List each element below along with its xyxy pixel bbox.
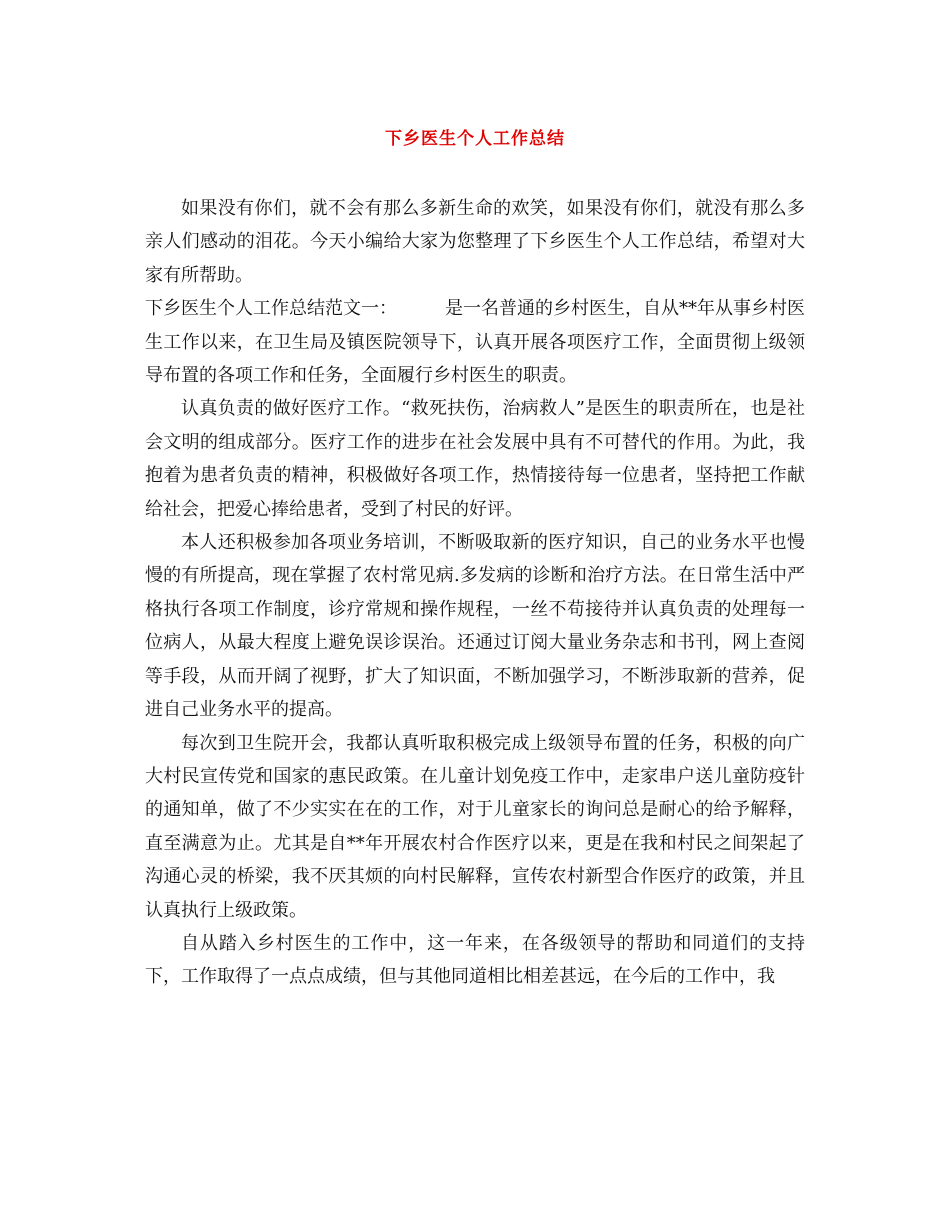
paragraph-intro: 如果没有你们，就不会有那么多新生命的欢笑，如果没有你们，就没有那么多亲人们感动的泪花。今天小编给大家为您整理了下乡医生个人工作总结，希望对大家有所帮助。 <box>145 198 805 286</box>
sample-intro-text: 是一名普通的乡村医生，自从**年从事乡村医生工作以来，在卫生局及镇医院领导下，认真开展各项医疗工作，全面贯彻上级领导布置的各项工作和任务，全面履行乡村医生的职责。 <box>145 298 805 387</box>
paragraph-medical-work: 认真负责的做好医疗工作。“救死扶伤，治病救人”是医生的职责所在，也是社会文明的组成部分。医疗工作的进步在社会发展中具有不可替代的作用。为此，我抱着为患者负责的精神，积极做好各项工作，热情接待每一位患者，坚持把工作献给社会，把爱心捧给患者，受到了村民的好评。 <box>145 398 805 520</box>
paragraph-meetings: 每次到卫生院开会，我都认真听取积极完成上级领导布置的任务，积极的向广大村民宣传党和国家的惠民政策。在儿童计划免疫工作中，走家串户送儿童防疫针的通知单，做了不少实实在在的工作，对于儿童家长的询问总是耐心的给予解释，直至满意为止。尤其是自**年开展农村合作医疗以来，更是在我和村民之间架起了沟通心灵的桥梁，我不厌其烦的向村民解释，宣传农村新型合作医疗的政策，并且认真执行上级政策。 <box>145 732 805 921</box>
document-body <box>145 192 805 994</box>
sample-heading: 下乡医生个人工作总结范文一： <box>145 298 397 320</box>
paragraph-sample-one <box>145 292 805 392</box>
paragraph-conclusion: 自从踏入乡村医生的工作中，这一年来，在各级领导的帮助和同道们的支持下，工作取得了一点点成绩，但与其他同道相比相差甚远，在今后的工作中，我 <box>145 932 805 988</box>
document-title: 下乡医生个人工作总结 <box>385 129 565 149</box>
paragraph-training: 本人还积极参加各项业务培训，不断吸取新的医疗知识，自己的业务水平也慢慢的有所提高，现在掌握了农村常见病.多发病的诊断和治疗方法。在日常生活中严格执行各项工作制度，诊疗常规和操作规程，一丝不苟接待并认真负责的处理每一位病人，从最大程度上避免误诊误治。还通过订阅大量业务杂志和书刊，网上查阅等手段，从而开阔了视野，扩大了知识面，不断加强学习，不断涉取新的营养，促进自己业务水平的提高。 <box>145 532 805 721</box>
